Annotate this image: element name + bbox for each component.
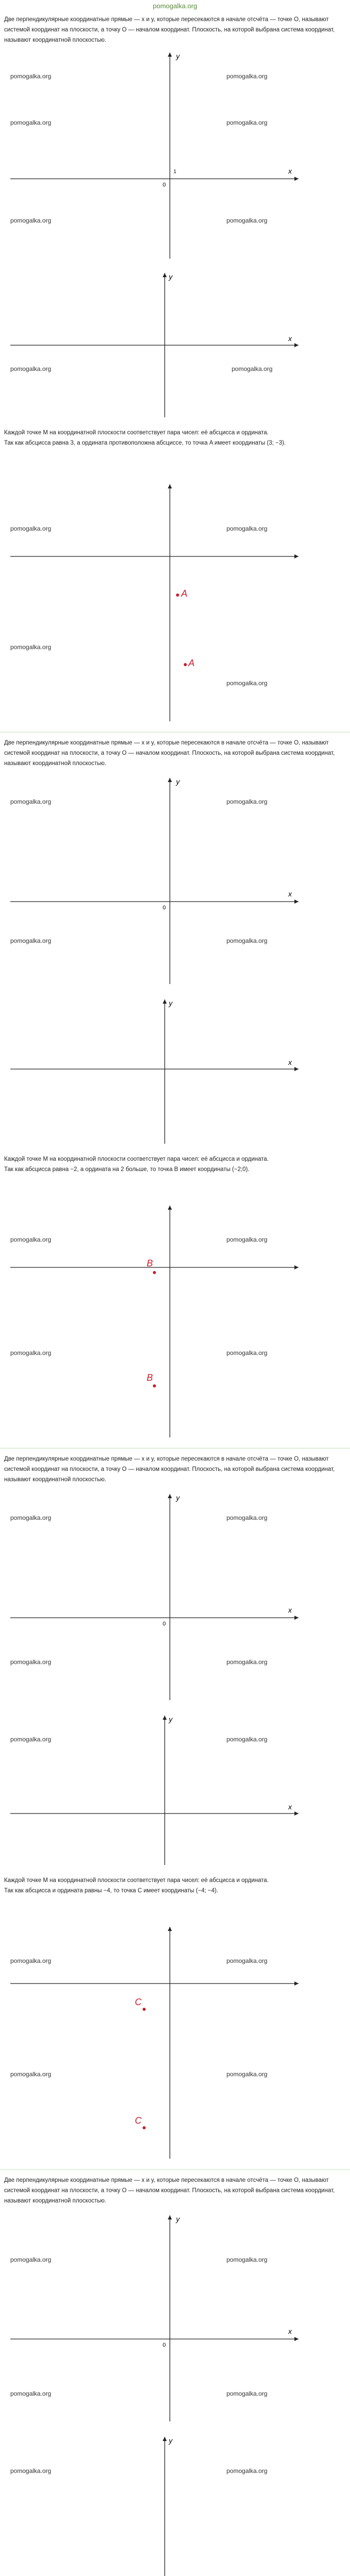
site-header[interactable]: pomogalka.org xyxy=(153,2,197,10)
axis-x-label: x xyxy=(288,1058,292,1066)
unit-label: 1 xyxy=(173,169,177,175)
coordinate-plane xyxy=(0,47,350,264)
origin-label: 0 xyxy=(163,1621,166,1627)
axis-y-label: y xyxy=(169,1715,172,1723)
task3-figure-plane xyxy=(0,1710,350,1870)
watermark: pomogalka.org xyxy=(10,525,51,532)
axis-x-label: x xyxy=(288,334,292,343)
task4-intro-text: Две перпендикулярные координатные прямые — x и y, которые пересекаются в начале отсчёта — точке O, называют системой координат на плоскости, а точку O — началом координат. Плоскость, на которой выбрана система координат, называют координатной плоскостью. xyxy=(4,2177,335,2204)
watermark: pomogalka.org xyxy=(226,73,268,80)
axis-y-label: y xyxy=(176,777,180,786)
task1-intro xyxy=(0,14,350,45)
axis-x-label: x xyxy=(288,167,292,175)
watermark: pomogalka.org xyxy=(226,798,268,805)
origin-label: 0 xyxy=(163,2342,166,2348)
coordinate-plane-small xyxy=(0,2432,350,2576)
axis-y-label: y xyxy=(169,2436,172,2445)
point-a-marker xyxy=(184,663,187,666)
watermark: pomogalka.org xyxy=(10,2390,51,2397)
axis-x-label: x xyxy=(288,890,292,898)
task2-figure-plane xyxy=(0,994,350,1149)
coordinate-plane-small xyxy=(0,994,350,1149)
watermark: pomogalka.org xyxy=(226,1236,268,1243)
coordinate-plane-small xyxy=(0,1710,350,1870)
task3-intro-text: Две перпендикулярные координатные прямые — x и y, которые пересекаются в начале отсчёта — точке O, называют системой координат на плоскости, а точку O — началом координат. Плоскость, на которой выбрана система координат, называют координатной плоскостью. xyxy=(4,1456,335,1483)
watermark: pomogalka.org xyxy=(10,937,51,944)
task1-figure-point xyxy=(0,479,350,726)
point-c-marker xyxy=(143,2008,146,2011)
axis-y-label: y xyxy=(169,273,172,281)
point-b-label: B xyxy=(147,1258,153,1268)
watermark: pomogalka.org xyxy=(226,1957,268,1964)
coordinate-plane xyxy=(0,2210,350,2427)
watermark: pomogalka.org xyxy=(226,680,268,687)
watermark: pomogalka.org xyxy=(226,119,268,126)
watermark: pomogalka.org xyxy=(10,365,51,372)
axis-y-label: y xyxy=(176,2215,180,2223)
coordinate-plane-point-b xyxy=(0,1200,350,1443)
watermark: pomogalka.org xyxy=(226,217,268,224)
task1-text2: Так как абсцисса равна 3, а ордината противоположна абсциссе, то точка A имеет координаты (3; −3). xyxy=(4,440,286,446)
watermark: pomogalka.org xyxy=(10,798,51,805)
task4-intro xyxy=(0,2175,350,2206)
origin-label: 0 xyxy=(163,905,166,911)
watermark: pomogalka.org xyxy=(232,365,273,372)
task3-figure-point xyxy=(0,1922,350,2164)
point-b-marker xyxy=(153,1271,156,1274)
watermark: pomogalka.org xyxy=(10,2467,51,2475)
point-b-label: B xyxy=(147,1372,153,1383)
watermark: pomogalka.org xyxy=(226,2390,268,2397)
task2-text xyxy=(0,1154,350,1175)
task2-figure-point xyxy=(0,1200,350,1443)
watermark: pomogalka.org xyxy=(10,1957,51,1964)
task1-figure-plane xyxy=(0,268,350,422)
watermark: pomogalka.org xyxy=(226,937,268,944)
separator xyxy=(0,1448,350,1449)
separator xyxy=(0,732,350,733)
task2-text1: Каждой точке M на координатной плоскости соответствует пара чисел: её абсцисса и ордината. xyxy=(4,1156,269,1162)
watermark: pomogalka.org xyxy=(10,217,51,224)
task2-intro-text: Две перпендикулярные координатные прямые — x и y, которые пересекаются в начале отсчёта — точке O, называют системой координат на плоскости, а точку O — началом координат. Плоскость, на которой выбрана система координат, называют координатной плоскостью. xyxy=(4,740,335,767)
watermark: pomogalka.org xyxy=(226,1736,268,1743)
watermark: pomogalka.org xyxy=(10,1658,51,1666)
point-c-label: C xyxy=(135,2115,142,2126)
axis-y-label: y xyxy=(169,999,172,1007)
watermark: pomogalka.org xyxy=(10,1349,51,1357)
watermark: pomogalka.org xyxy=(226,1514,268,1521)
task4-figure-axes xyxy=(0,2210,350,2427)
axis-x-label: x xyxy=(288,1606,292,1614)
task3-intro xyxy=(0,1454,350,1485)
watermark: pomogalka.org xyxy=(10,2071,51,2078)
separator xyxy=(0,2169,350,2170)
task3-text xyxy=(0,1875,350,1896)
task3-text2: Так как абсцисса и ордината равны −4, то точка C имеет координаты (−4; −4). xyxy=(4,1888,218,1894)
watermark: pomogalka.org xyxy=(226,2071,268,2078)
axis-y-label: y xyxy=(176,52,180,60)
coordinate-plane-point-a xyxy=(0,479,350,726)
watermark: pomogalka.org xyxy=(226,525,268,532)
watermark: pomogalka.org xyxy=(10,643,51,651)
task2-figure-axes xyxy=(0,773,350,989)
task1-figure-axes xyxy=(0,47,350,264)
watermark: pomogalka.org xyxy=(226,2467,268,2475)
watermark: pomogalka.org xyxy=(10,73,51,80)
watermark: pomogalka.org xyxy=(10,119,51,126)
axis-x-label: x xyxy=(288,1803,292,1811)
watermark: pomogalka.org xyxy=(10,1514,51,1521)
point-c-label: C xyxy=(135,1997,142,2007)
point-a-label: A xyxy=(181,588,188,599)
task2-text2: Так как абсцисса равна −2, а ордината на 2 больше, то точка B имеет координаты (−2;0). xyxy=(4,1166,250,1173)
watermark: pomogalka.org xyxy=(226,1349,268,1357)
point-b-marker xyxy=(153,1384,156,1387)
watermark: pomogalka.org xyxy=(226,1658,268,1666)
task3-figure-axes xyxy=(0,1489,350,1705)
task1-intro-text: Две перпендикулярные координатные прямые — x и y, которые пересекаются в начале отсчёта — точке O, называют системой координат на плоскости, а точку O — началом координат. Плоскость, на которой выбрана система координат, называют координатной плоскостью. xyxy=(4,16,335,43)
task1-text xyxy=(0,428,350,448)
watermark: pomogalka.org xyxy=(10,1736,51,1743)
point-a-label: A xyxy=(188,658,195,668)
task1-text1: Каждой точке M на координатной плоскости соответствует пара чисел: её абсцисса и ордината. xyxy=(4,430,269,436)
point-a-marker xyxy=(176,594,179,597)
axis-y-label: y xyxy=(176,1494,180,1502)
origin-label: 0 xyxy=(163,182,166,188)
axis-x-label: x xyxy=(288,2327,292,2335)
watermark: pomogalka.org xyxy=(10,2256,51,2263)
coordinate-plane-small xyxy=(0,268,350,422)
coordinate-plane xyxy=(0,773,350,989)
watermark: pomogalka.org xyxy=(226,2256,268,2263)
task4-figure-plane xyxy=(0,2432,350,2576)
task3-text1: Каждой точке M на координатной плоскости соответствует пара чисел: её абсцисса и ордината. xyxy=(4,1877,269,1884)
coordinate-plane xyxy=(0,1489,350,1705)
watermark: pomogalka.org xyxy=(10,1236,51,1243)
point-c-marker xyxy=(143,2126,146,2129)
coordinate-plane-point-c xyxy=(0,1922,350,2164)
task2-intro xyxy=(0,738,350,769)
